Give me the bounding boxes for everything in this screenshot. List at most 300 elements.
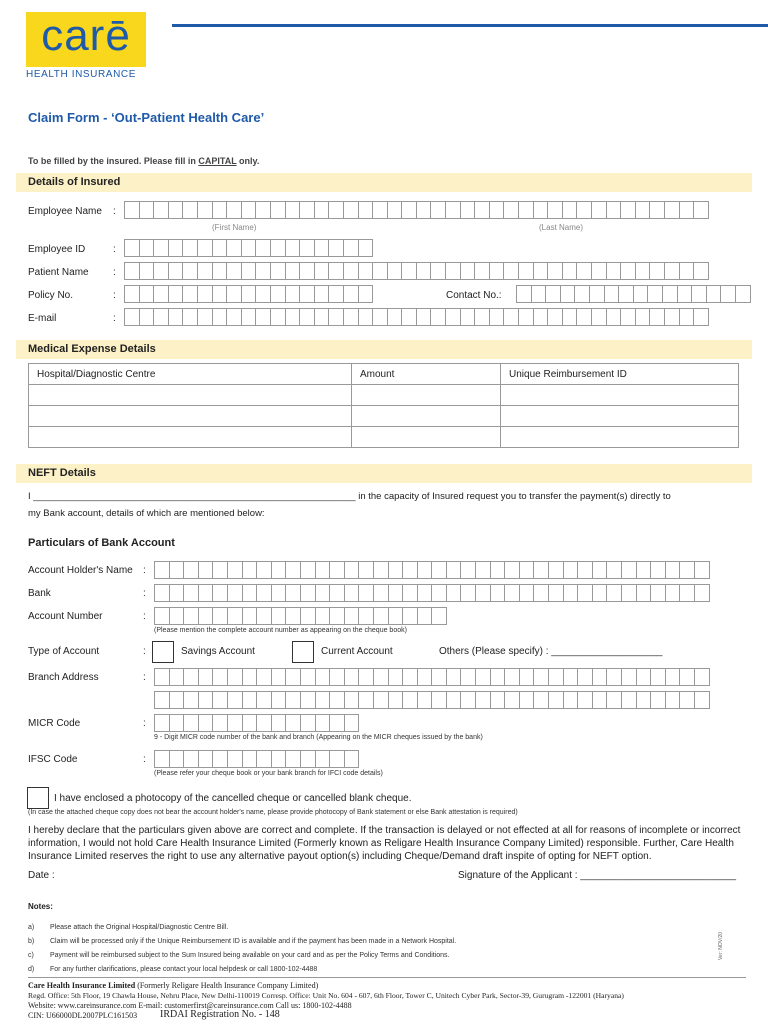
char-box[interactable] [621,584,637,602]
char-box[interactable] [169,750,185,768]
employee-id-boxes[interactable] [124,239,372,257]
char-box[interactable] [475,668,491,686]
char-box[interactable] [242,691,258,709]
char-box[interactable] [431,691,447,709]
char-box[interactable] [182,285,198,303]
char-box[interactable] [212,750,228,768]
char-box[interactable] [388,607,404,625]
char-box[interactable] [241,285,257,303]
char-box[interactable] [694,668,710,686]
char-box[interactable] [604,285,620,303]
char-box[interactable] [344,714,360,732]
char-box[interactable] [519,561,535,579]
char-box[interactable] [255,308,271,326]
char-box[interactable] [679,561,695,579]
table-cell[interactable] [352,406,501,427]
char-box[interactable] [417,607,433,625]
char-box[interactable] [548,668,564,686]
char-box[interactable] [299,239,315,257]
char-box[interactable] [241,308,257,326]
char-box[interactable] [531,285,547,303]
char-box[interactable] [474,262,490,280]
char-box[interactable] [226,285,242,303]
char-box[interactable] [226,308,242,326]
char-box[interactable] [431,561,447,579]
char-box[interactable] [460,561,476,579]
char-box[interactable] [563,668,579,686]
char-box[interactable] [242,607,258,625]
char-box[interactable] [358,201,374,219]
char-box[interactable] [242,561,258,579]
char-box[interactable] [344,691,360,709]
char-box[interactable] [358,308,374,326]
char-box[interactable] [373,691,389,709]
char-box[interactable] [255,239,271,257]
char-box[interactable] [416,201,432,219]
char-box[interactable] [182,308,198,326]
char-box[interactable] [533,262,549,280]
char-box[interactable] [503,262,519,280]
char-box[interactable] [314,239,330,257]
table-cell[interactable] [352,385,501,406]
char-box[interactable] [560,285,576,303]
char-box[interactable] [198,561,214,579]
char-box[interactable] [300,668,316,686]
char-box[interactable] [606,691,622,709]
char-box[interactable] [445,262,461,280]
char-box[interactable] [606,201,622,219]
char-box[interactable] [519,668,535,686]
char-box[interactable] [489,201,505,219]
char-box[interactable] [664,262,680,280]
char-box[interactable] [168,239,184,257]
char-box[interactable] [358,561,374,579]
char-box[interactable] [402,584,418,602]
char-box[interactable] [563,584,579,602]
bank-boxes[interactable] [154,584,709,602]
char-box[interactable] [518,308,534,326]
char-box[interactable] [329,607,345,625]
char-box[interactable] [256,691,272,709]
char-box[interactable] [271,691,287,709]
char-box[interactable] [285,668,301,686]
char-box[interactable] [417,561,433,579]
char-box[interactable] [562,262,578,280]
char-box[interactable] [576,262,592,280]
char-box[interactable] [328,285,344,303]
char-box[interactable] [533,584,549,602]
char-box[interactable] [358,584,374,602]
char-box[interactable] [197,262,213,280]
char-box[interactable] [416,308,432,326]
char-box[interactable] [270,285,286,303]
char-box[interactable] [226,239,242,257]
char-box[interactable] [417,584,433,602]
table-cell[interactable] [29,427,352,448]
char-box[interactable] [241,239,257,257]
char-box[interactable] [212,668,228,686]
char-box[interactable] [344,584,360,602]
char-box[interactable] [621,561,637,579]
table-cell[interactable] [501,427,739,448]
char-box[interactable] [124,239,140,257]
char-box[interactable] [446,691,462,709]
char-box[interactable] [664,201,680,219]
char-box[interactable] [388,584,404,602]
micr-boxes[interactable] [154,714,358,732]
char-box[interactable] [636,561,652,579]
char-box[interactable] [212,584,228,602]
char-box[interactable] [315,691,331,709]
char-box[interactable] [299,201,315,219]
char-box[interactable] [504,668,520,686]
char-box[interactable] [445,308,461,326]
char-box[interactable] [242,714,258,732]
char-box[interactable] [314,262,330,280]
char-box[interactable] [212,714,228,732]
char-box[interactable] [153,201,169,219]
char-box[interactable] [516,285,532,303]
branch-address-boxes-2[interactable] [154,691,709,709]
char-box[interactable] [329,714,345,732]
char-box[interactable] [124,308,140,326]
char-box[interactable] [168,308,184,326]
char-box[interactable] [285,239,301,257]
char-box[interactable] [387,308,403,326]
char-box[interactable] [285,584,301,602]
char-box[interactable] [387,262,403,280]
char-box[interactable] [606,668,622,686]
char-box[interactable] [344,668,360,686]
char-box[interactable] [329,584,345,602]
char-box[interactable] [271,668,287,686]
char-box[interactable] [154,691,170,709]
char-box[interactable] [635,201,651,219]
char-box[interactable] [343,308,359,326]
char-box[interactable] [649,308,665,326]
char-box[interactable] [664,308,680,326]
char-box[interactable] [358,239,374,257]
employee-name-boxes[interactable] [124,201,708,219]
char-box[interactable] [139,239,155,257]
char-box[interactable] [329,561,345,579]
char-box[interactable] [300,584,316,602]
char-box[interactable] [691,285,707,303]
char-box[interactable] [329,668,345,686]
char-box[interactable] [271,750,287,768]
char-box[interactable] [606,262,622,280]
char-box[interactable] [227,750,243,768]
char-box[interactable] [227,607,243,625]
char-box[interactable] [168,262,184,280]
char-box[interactable] [198,750,214,768]
char-box[interactable] [343,285,359,303]
char-box[interactable] [300,607,316,625]
char-box[interactable] [183,668,199,686]
char-box[interactable] [649,262,665,280]
char-box[interactable] [665,668,681,686]
char-box[interactable] [446,561,462,579]
policy-no-boxes[interactable] [124,285,372,303]
char-box[interactable] [314,201,330,219]
char-box[interactable] [343,239,359,257]
char-box[interactable] [490,584,506,602]
char-box[interactable] [460,691,476,709]
char-box[interactable] [620,201,636,219]
char-box[interactable] [592,561,608,579]
char-box[interactable] [636,691,652,709]
char-box[interactable] [460,262,476,280]
char-box[interactable] [693,262,709,280]
char-box[interactable] [241,262,257,280]
char-box[interactable] [735,285,751,303]
char-box[interactable] [255,285,271,303]
char-box[interactable] [621,668,637,686]
char-box[interactable] [212,691,228,709]
char-box[interactable] [182,201,198,219]
char-box[interactable] [475,584,491,602]
char-box[interactable] [547,201,563,219]
table-cell[interactable] [29,406,352,427]
char-box[interactable] [647,285,663,303]
char-box[interactable] [139,285,155,303]
char-box[interactable] [503,201,519,219]
char-box[interactable] [154,714,170,732]
char-box[interactable] [329,691,345,709]
char-box[interactable] [256,668,272,686]
char-box[interactable] [679,262,695,280]
char-box[interactable] [227,714,243,732]
char-box[interactable] [197,308,213,326]
char-box[interactable] [693,201,709,219]
char-box[interactable] [226,201,242,219]
char-box[interactable] [182,262,198,280]
branch-address-boxes[interactable] [154,668,709,686]
char-box[interactable] [168,201,184,219]
char-box[interactable] [183,691,199,709]
char-box[interactable] [606,561,622,579]
char-box[interactable] [255,262,271,280]
table-cell[interactable] [501,406,739,427]
char-box[interactable] [183,561,199,579]
char-box[interactable] [417,668,433,686]
char-box[interactable] [198,691,214,709]
char-box[interactable] [300,714,316,732]
char-box[interactable] [242,668,258,686]
char-box[interactable] [300,691,316,709]
char-box[interactable] [226,262,242,280]
char-box[interactable] [475,561,491,579]
char-box[interactable] [285,607,301,625]
char-box[interactable] [563,561,579,579]
char-box[interactable] [589,285,605,303]
char-box[interactable] [358,285,374,303]
char-box[interactable] [373,584,389,602]
char-box[interactable] [577,668,593,686]
char-box[interactable] [154,750,170,768]
char-box[interactable] [519,584,535,602]
char-box[interactable] [388,561,404,579]
char-box[interactable] [636,668,652,686]
char-box[interactable] [315,561,331,579]
char-box[interactable] [402,561,418,579]
char-box[interactable] [183,584,199,602]
char-box[interactable] [679,668,695,686]
char-box[interactable] [183,607,199,625]
char-box[interactable] [271,607,287,625]
char-box[interactable] [212,285,228,303]
char-box[interactable] [285,714,301,732]
char-box[interactable] [344,750,360,768]
char-box[interactable] [153,308,169,326]
char-box[interactable] [490,561,506,579]
char-box[interactable] [563,691,579,709]
char-box[interactable] [431,584,447,602]
char-box[interactable] [212,308,228,326]
char-box[interactable] [183,714,199,732]
char-box[interactable] [344,561,360,579]
table-cell[interactable] [29,385,352,406]
char-box[interactable] [300,750,316,768]
char-box[interactable] [212,607,228,625]
char-box[interactable] [299,262,315,280]
char-box[interactable] [212,239,228,257]
char-box[interactable] [227,668,243,686]
char-box[interactable] [256,584,272,602]
char-box[interactable] [198,668,214,686]
char-box[interactable] [285,285,301,303]
char-box[interactable] [677,285,693,303]
char-box[interactable] [620,308,636,326]
char-box[interactable] [533,561,549,579]
char-box[interactable] [300,561,316,579]
char-box[interactable] [168,285,184,303]
char-box[interactable] [490,668,506,686]
char-box[interactable] [635,262,651,280]
char-box[interactable] [577,691,593,709]
char-box[interactable] [315,607,331,625]
char-box[interactable] [417,691,433,709]
char-box[interactable] [694,561,710,579]
char-box[interactable] [574,285,590,303]
char-box[interactable] [242,584,258,602]
char-box[interactable] [388,691,404,709]
char-box[interactable] [576,201,592,219]
char-box[interactable] [271,714,287,732]
email-boxes[interactable] [124,308,708,326]
char-box[interactable] [255,201,271,219]
char-box[interactable] [329,750,345,768]
char-box[interactable] [679,691,695,709]
char-box[interactable] [720,285,736,303]
char-box[interactable] [650,584,666,602]
char-box[interactable] [548,691,564,709]
patient-name-boxes[interactable] [124,262,708,280]
char-box[interactable] [358,607,374,625]
char-box[interactable] [518,262,534,280]
char-box[interactable] [431,668,447,686]
char-box[interactable] [446,668,462,686]
char-box[interactable] [358,691,374,709]
char-box[interactable] [592,691,608,709]
char-box[interactable] [636,584,652,602]
char-box[interactable] [197,239,213,257]
char-box[interactable] [387,201,403,219]
char-box[interactable] [562,308,578,326]
char-box[interactable] [270,308,286,326]
char-box[interactable] [460,201,476,219]
char-box[interactable] [518,201,534,219]
char-box[interactable] [285,201,301,219]
char-box[interactable] [212,201,228,219]
char-box[interactable] [490,691,506,709]
char-box[interactable] [372,262,388,280]
char-box[interactable] [430,262,446,280]
char-box[interactable] [285,561,301,579]
char-box[interactable] [445,201,461,219]
char-box[interactable] [665,584,681,602]
char-box[interactable] [533,668,549,686]
char-box[interactable] [373,607,389,625]
char-box[interactable] [503,308,519,326]
char-box[interactable] [649,201,665,219]
char-box[interactable] [694,584,710,602]
char-box[interactable] [401,201,417,219]
char-box[interactable] [460,308,476,326]
char-box[interactable] [548,584,564,602]
char-box[interactable] [388,668,404,686]
char-box[interactable] [328,201,344,219]
char-box[interactable] [489,308,505,326]
char-box[interactable] [315,584,331,602]
char-box[interactable] [373,561,389,579]
char-box[interactable] [679,584,695,602]
char-box[interactable] [592,668,608,686]
char-box[interactable] [169,561,185,579]
char-box[interactable] [662,285,678,303]
char-box[interactable] [315,714,331,732]
char-box[interactable] [285,691,301,709]
char-box[interactable] [633,285,649,303]
char-box[interactable] [271,584,287,602]
char-box[interactable] [169,691,185,709]
char-box[interactable] [401,308,417,326]
char-box[interactable] [577,584,593,602]
account-holder-boxes[interactable] [154,561,709,579]
char-box[interactable] [241,201,257,219]
char-box[interactable] [154,584,170,602]
char-box[interactable] [430,201,446,219]
account-number-boxes[interactable] [154,607,446,625]
char-box[interactable] [545,285,561,303]
char-box[interactable] [139,308,155,326]
char-box[interactable] [504,561,520,579]
char-box[interactable] [431,607,447,625]
char-box[interactable] [694,691,710,709]
char-box[interactable] [169,714,185,732]
char-box[interactable] [169,607,185,625]
char-box[interactable] [650,668,666,686]
char-box[interactable] [256,561,272,579]
char-box[interactable] [591,262,607,280]
char-box[interactable] [343,201,359,219]
char-box[interactable] [547,308,563,326]
char-box[interactable] [606,308,622,326]
char-box[interactable] [197,285,213,303]
cheque-checkbox[interactable] [27,787,49,809]
char-box[interactable] [679,308,695,326]
char-box[interactable] [256,714,272,732]
